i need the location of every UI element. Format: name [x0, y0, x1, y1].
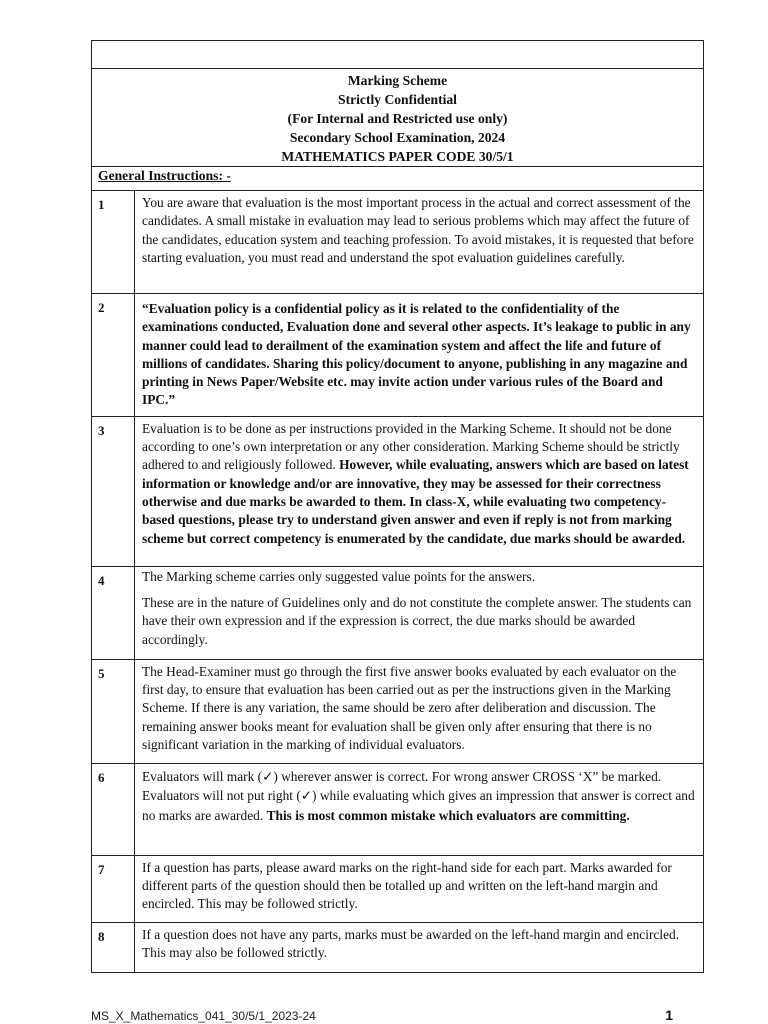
instruction-text [135, 191, 704, 294]
instruction-paragraph: If a question does not have any parts, marks must be awarded on the left-hand margin and encircled. This may also be followed strictly. [142, 926, 680, 961]
instruction-bold: However, while evaluating, answers which are based on latest information or knowledge and/or are innovative, they may be assessed for their correctness otherwise and due marks be awarded to them. In class-X, while evaluating two competency-based questions, please try to understand given answer and even if reply is not from marking scheme but correct competency is enumerated by the candidate, due marks should be awarded. [142, 457, 689, 546]
instruction-number: 2 [92, 294, 135, 417]
instruction-row [92, 855, 704, 922]
instruction-number: 4 [92, 566, 135, 659]
header-exam: Secondary School Examination, 2024 [289, 130, 506, 145]
instruction-paragraph: The Head-Examiner must go through the first five answer books evaluated by each evaluator on the first day, to ensure that evaluation has been carried out as per the instructions given in the Marking Scheme. If there is any variation, the same should be zero after deliberation and discussion. The remaining answer books meant for evaluation shall be given only after ensuring that there is no significant variation in the marking of individual evaluators. [142, 663, 677, 752]
instruction-paragraph: You are aware that evaluation is the most important process in the actual and correct assessment of the candidates. A small mistake in evaluation may lead to serious problems which may affect the future of the candidates, education system and teaching profession. To avoid mistakes, it is requested that before starting evaluation, you must read and understand the spot evaluation guidelines carefully. [142, 195, 694, 265]
footer-page-number: 1 [665, 1007, 673, 1023]
instruction-paragraph-bold: “Evaluation policy is a confidential policy as it is related to the confidentiality of the examinations conducted, Evaluation done and several other aspects. It’s leakage to public in any manner could lead to derailment of the examination system and affect the life and future of millions of candidates. Sharing this policy/document to anyone, publishing in any magazine and printing in News Paper/Website etc. may invite action under various rules of the Board and IPC.” [142, 301, 691, 408]
instruction-paragraph [142, 420, 697, 548]
instruction-normal: Evaluators will mark (✓) wherever answer is correct. For wrong answer CROSS ‘X” be marked. Evaluators will not put right (✓) while evaluating which gives an impression that answer is correct and no marks are awarded. [142, 768, 695, 823]
general-instructions-cell [92, 167, 704, 191]
instruction-row [92, 566, 704, 659]
instruction-row [92, 191, 704, 294]
header-paper-code: MATHEMATICS PAPER CODE 30/5/1 [281, 149, 514, 164]
instruction-paragraph [142, 767, 697, 826]
instruction-text [135, 416, 704, 566]
instruction-text [135, 922, 704, 972]
general-instructions-label: General Instructions: - [98, 168, 231, 183]
instruction-text [135, 294, 704, 417]
general-instructions-row [92, 167, 704, 191]
footer-document-code: MS_X_Mathematics_041_30/5/1_2023-24 [91, 1009, 316, 1023]
instruction-row [92, 922, 704, 972]
instruction-paragraph: If a question has parts, please award marks on the right-hand side for each part. Marks awarded for different parts of the question should then be totalled up and written on the left-hand margin and encircled. This may be followed strictly. [142, 859, 672, 912]
instruction-row [92, 416, 704, 566]
instruction-bold: This is most common mistake which evaluators are committing. [266, 807, 630, 823]
instruction-row [92, 763, 704, 855]
instruction-text [135, 763, 704, 855]
header-confidential: Strictly Confidential [338, 92, 457, 107]
instruction-paragraph: The Marking scheme carries only suggested value points for the answers. [142, 568, 536, 584]
instruction-number: 6 [92, 763, 135, 855]
instruction-text [135, 659, 704, 763]
instruction-text [135, 566, 704, 659]
header-cell [92, 69, 704, 167]
instruction-number: 5 [92, 659, 135, 763]
instruction-number: 8 [92, 922, 135, 972]
blank-row [92, 41, 704, 69]
instruction-normal: Evaluation is to be done as per instructions provided in the Marking Scheme. It should not be done according to one’s own interpretation or any other consideration. Marking Scheme should be strictly adhered to and religiously followed. [142, 420, 680, 473]
instruction-number: 7 [92, 855, 135, 922]
header-restricted: (For Internal and Restricted use only) [287, 111, 508, 126]
blank-cell [92, 41, 704, 69]
instruction-text [135, 855, 704, 922]
instruction-paragraph: These are in the nature of Guidelines only and do not constitute the complete answer. The students can have their own expression and if the expression is correct, the due marks should be awarded accordingly. [142, 595, 692, 647]
instruction-row [92, 294, 704, 417]
instruction-number: 1 [92, 191, 135, 294]
instruction-number: 3 [92, 416, 135, 566]
header-title: Marking Scheme [347, 73, 448, 88]
instruction-row [92, 659, 704, 763]
header-row [92, 69, 704, 167]
marking-scheme-table [91, 40, 704, 973]
